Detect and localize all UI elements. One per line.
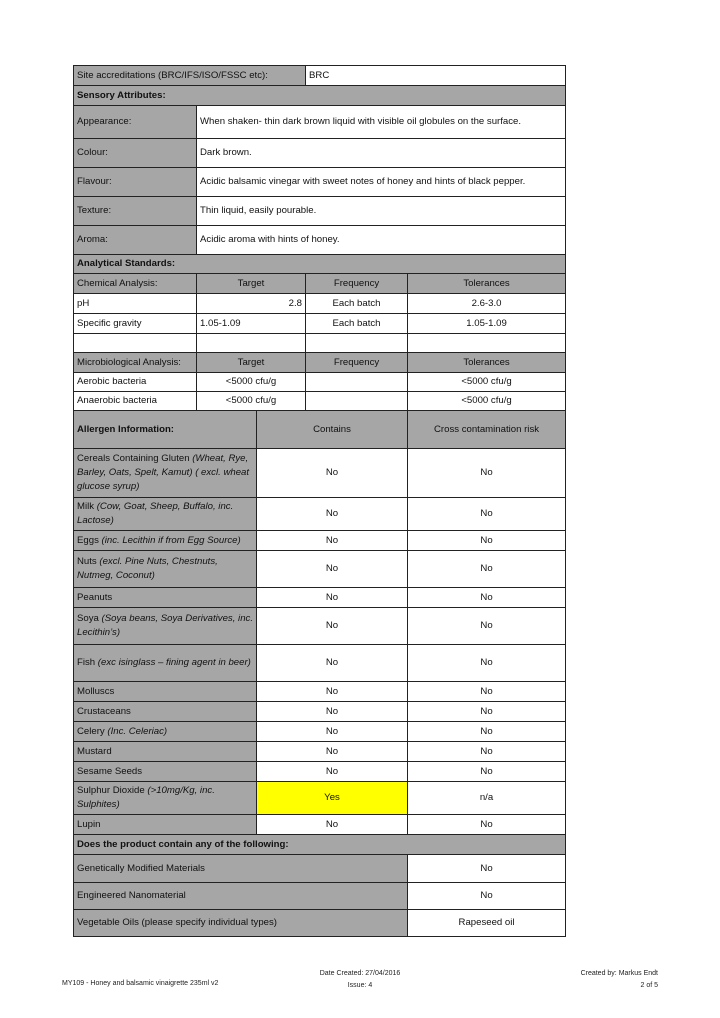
allergen-contains: No <box>257 551 408 588</box>
chem-row <box>74 294 566 314</box>
allergen-name: Soya <box>77 613 102 625</box>
chem-test: pH <box>74 294 197 314</box>
micro-header-tolerances: Tolerances <box>408 353 566 373</box>
allergen-note: (Wheat, Rye, Barley, Oats, Spelt, Kamut) ( excl. wheat glucose syrup) <box>77 453 250 492</box>
spacer-cell <box>306 334 408 353</box>
allergen-cross-risk: No <box>408 682 566 702</box>
allergen-note: (>10mg/Kg, inc. Sulphites) <box>77 785 215 810</box>
allergen-row <box>74 815 566 835</box>
allergen-row <box>74 742 566 762</box>
allergen-row <box>74 782 566 815</box>
contain-row <box>74 910 566 937</box>
spacer-cell <box>74 334 197 353</box>
allergen-name: Celery <box>77 725 108 737</box>
chem-header-label: Chemical Analysis: <box>74 274 197 294</box>
micro-target: <5000 cfu/g <box>197 392 306 411</box>
allergen-contains: Yes <box>257 782 408 815</box>
allergen-cross-risk: No <box>408 608 566 645</box>
allergen-note: (exc isinglass – fining agent in beer) <box>97 657 251 669</box>
allergen-name-cell <box>74 782 257 815</box>
sensory-value: Thin liquid, easily pourable. <box>197 197 566 226</box>
sensory-value: Acidic aroma with hints of honey. <box>197 226 566 255</box>
chem-frequency: Each batch <box>306 314 408 334</box>
allergen-cross-risk: No <box>408 702 566 722</box>
allergen-name-cell <box>74 645 257 682</box>
contain-value: Rapeseed oil <box>408 910 566 937</box>
chem-test: Specific gravity <box>74 314 197 334</box>
allergen-row <box>74 588 566 608</box>
allergen-name-cell <box>74 588 257 608</box>
micro-header-row <box>74 353 566 373</box>
sensory-label: Colour: <box>74 139 197 168</box>
allergen-name: Crustaceans <box>77 705 131 717</box>
allergen-contains: No <box>257 588 408 608</box>
allergen-note: (Soya beans, Soya Derivatives, inc. Lecithin’s) <box>77 613 253 638</box>
footer-center <box>290 968 430 992</box>
sensory-value: Dark brown. <box>197 139 566 168</box>
allergen-name: Nuts <box>77 556 100 568</box>
chem-target: 2.8 <box>197 294 306 314</box>
site-label: Site accreditations (BRC/IFS/ISO/FSSC etc): <box>74 66 306 86</box>
chem-frequency: Each batch <box>306 294 408 314</box>
date-created: Date Created: 27/04/2016 <box>319 970 401 977</box>
allergen-contains: No <box>257 682 408 702</box>
issue-number: Issue: 4 <box>347 981 373 989</box>
spec-table <box>73 65 566 937</box>
allergen-row <box>74 762 566 782</box>
allergen-cross-risk: No <box>408 815 566 835</box>
allergen-name: Sulphur Dioxide <box>77 785 148 797</box>
spacer-cell <box>408 334 566 353</box>
micro-row <box>74 373 566 392</box>
contain-row <box>74 855 566 883</box>
allergen-name-cell <box>74 449 257 498</box>
micro-frequency <box>306 373 408 392</box>
chem-row <box>74 314 566 334</box>
sensory-label: Flavour: <box>74 168 197 197</box>
micro-tolerance: <5000 cfu/g <box>408 373 566 392</box>
allergen-name: Molluscs <box>77 685 115 697</box>
analytical-heading: Analytical Standards: <box>74 255 566 274</box>
allergen-name-cell <box>74 742 257 762</box>
allergen-contains: No <box>257 762 408 782</box>
allergen-note: (Inc. Celeriac) <box>107 725 168 737</box>
allergen-note: (excl. Pine Nuts, Chestnuts, Nutmeg, Coconut) <box>77 556 218 581</box>
chem-header-target: Target <box>197 274 306 294</box>
sensory-row <box>74 197 566 226</box>
allergen-row <box>74 608 566 645</box>
allergen-rows <box>74 449 566 835</box>
chem-tolerance: 2.6-3.0 <box>408 294 566 314</box>
allergen-contains: No <box>257 742 408 762</box>
chem-header-tolerances: Tolerances <box>408 274 566 294</box>
allergen-row <box>74 531 566 551</box>
allergen-name: Milk <box>77 501 97 513</box>
sensory-heading: Sensory Attributes: <box>74 86 566 106</box>
allergen-row <box>74 551 566 588</box>
spacer-cell <box>197 334 306 353</box>
allergen-name: Peanuts <box>77 591 113 603</box>
micro-header-label: Microbiological Analysis: <box>74 353 197 373</box>
allergen-row <box>74 645 566 682</box>
allergen-header-row <box>74 411 566 449</box>
allergen-header-label: Allergen Information: <box>74 411 257 449</box>
site-value: BRC <box>306 66 566 86</box>
allergen-contains: No <box>257 449 408 498</box>
allergen-cross-risk: No <box>408 531 566 551</box>
allergen-contains: No <box>257 645 408 682</box>
micro-header-target: Target <box>197 353 306 373</box>
allergen-row <box>74 702 566 722</box>
allergen-name: Cereals Containing Gluten <box>77 453 193 465</box>
allergen-name-cell <box>74 762 257 782</box>
allergen-contains: No <box>257 608 408 645</box>
allergen-cross-risk: n/a <box>408 782 566 815</box>
allergen-contains: No <box>257 815 408 835</box>
allergen-name-cell <box>74 498 257 531</box>
allergen-note: (Cow, Goat, Sheep, Buffalo, inc. Lactose) <box>77 501 234 526</box>
site-row <box>74 66 566 86</box>
contain-label: Engineered Nanomaterial <box>74 883 408 910</box>
contain-label: Vegetable Oils (please specify individual types) <box>74 910 408 937</box>
created-by: Created by: Markus Endt <box>580 970 658 977</box>
contain-value: No <box>408 855 566 883</box>
allergen-name-cell <box>74 722 257 742</box>
allergen-row <box>74 682 566 702</box>
contain-row <box>74 883 566 910</box>
allergen-contains: No <box>257 531 408 551</box>
chem-target: 1.05-1.09 <box>197 314 306 334</box>
allergen-contains: No <box>257 498 408 531</box>
allergen-cross-risk: No <box>408 449 566 498</box>
page-number: 2 of 5 <box>640 981 658 989</box>
micro-test: Aerobic bacteria <box>74 373 197 392</box>
sensory-row <box>74 168 566 197</box>
allergen-cross-risk: No <box>408 551 566 588</box>
footer-right <box>581 968 658 992</box>
allergen-row <box>74 449 566 498</box>
micro-target: <5000 cfu/g <box>197 373 306 392</box>
sensory-row <box>74 139 566 168</box>
allergen-cross-risk: No <box>408 498 566 531</box>
document-name: MY109 - Honey and balsamic vinaigrette 235ml v2 <box>62 980 219 987</box>
allergen-cross-risk: No <box>408 762 566 782</box>
spacer-row <box>74 334 566 353</box>
allergen-name: Mustard <box>77 745 112 757</box>
sensory-value: When shaken- thin dark brown liquid with visible oil globules on the surface. <box>197 106 566 139</box>
chem-header-frequency: Frequency <box>306 274 408 294</box>
allergen-contains: No <box>257 702 408 722</box>
micro-frequency <box>306 392 408 411</box>
chem-tolerance: 1.05-1.09 <box>408 314 566 334</box>
sensory-label: Texture: <box>74 197 197 226</box>
allergen-name-cell <box>74 815 257 835</box>
allergen-row <box>74 722 566 742</box>
allergen-cross-risk: No <box>408 722 566 742</box>
chem-header-row <box>74 274 566 294</box>
contain-heading: Does the product contain any of the following: <box>74 835 566 855</box>
allergen-cross-risk: No <box>408 645 566 682</box>
allergen-name: Lupin <box>77 818 101 830</box>
sensory-row <box>74 106 566 139</box>
allergen-name-cell <box>74 702 257 722</box>
allergen-name: Sesame Seeds <box>77 765 143 777</box>
allergen-name-cell <box>74 682 257 702</box>
allergen-header-contains: Contains <box>257 411 408 449</box>
allergen-note: (inc. Lecithin if from Egg Source) <box>101 534 241 546</box>
allergen-name-cell <box>74 551 257 588</box>
micro-tolerance: <5000 cfu/g <box>408 392 566 411</box>
sensory-label: Aroma: <box>74 226 197 255</box>
sensory-row <box>74 226 566 255</box>
sensory-label: Appearance: <box>74 106 197 139</box>
allergen-name-cell <box>74 531 257 551</box>
allergen-name: Eggs <box>77 534 102 546</box>
contain-label: Genetically Modified Materials <box>74 855 408 883</box>
contain-value: No <box>408 883 566 910</box>
allergen-header-cross: Cross contamination risk <box>408 411 566 449</box>
micro-row <box>74 392 566 411</box>
allergen-name-cell <box>74 608 257 645</box>
allergen-cross-risk: No <box>408 742 566 762</box>
allergen-row <box>74 498 566 531</box>
sensory-value: Acidic balsamic vinegar with sweet notes of honey and hints of black pepper. <box>197 168 566 197</box>
allergen-cross-risk: No <box>408 588 566 608</box>
allergen-name: Fish <box>77 657 98 669</box>
micro-header-frequency: Frequency <box>306 353 408 373</box>
allergen-contains: No <box>257 722 408 742</box>
micro-test: Anaerobic bacteria <box>74 392 197 411</box>
